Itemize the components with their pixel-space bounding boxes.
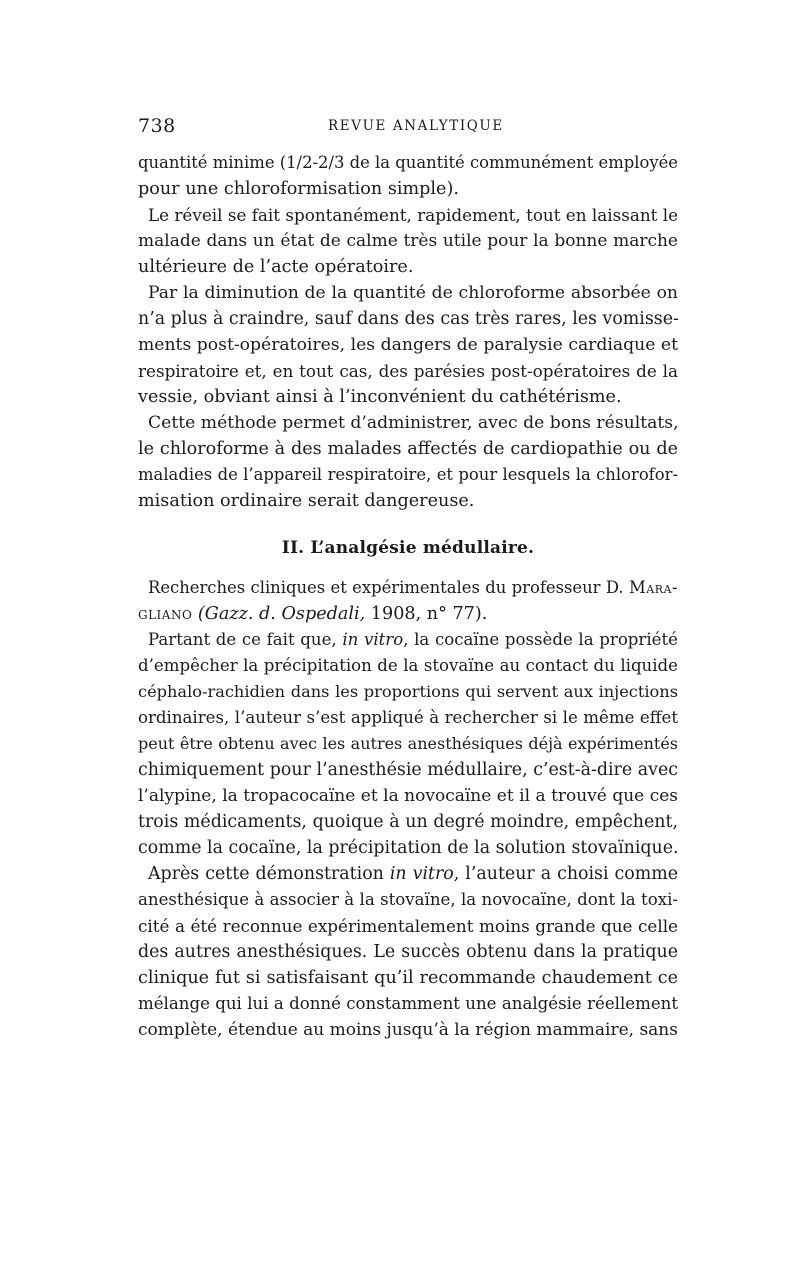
text-line: n’a plus à craindre, sauf dans des cas très rares, les vomisse-	[138, 309, 679, 329]
citation-line	[138, 601, 678, 627]
text-line	[148, 627, 678, 653]
text-line: le chloroforme à des malades affectés de cardiopathie ou de	[138, 439, 678, 459]
running-title: REVUE ANALYTIQUE	[328, 118, 504, 134]
text-line: peut être obtenu avec les autres anesthésiques déjà expérimentés	[138, 734, 678, 753]
text-line: misation ordinaire serait dangereuse.	[138, 491, 475, 511]
section-heading: II. L’analgésie médullaire.	[281, 538, 535, 558]
text-line: vessie, obviant ainsi à l’inconvénient du cathétérisme.	[138, 387, 622, 407]
text-run: Partant de ce fait que,	[148, 630, 343, 649]
text-line: comme la cocaïne, la précipitation de la solution stovaïnique.	[138, 838, 679, 858]
text-line: céphalo-rachidien dans les proportions qui servent aux injections	[138, 682, 678, 701]
page-header	[138, 115, 678, 137]
text-run: Après cette démonstration	[148, 864, 390, 884]
citation-author: Mara-	[629, 578, 678, 597]
text-line: mélange qui lui a donné constamment une analgésie réellement	[138, 994, 678, 1013]
text-line: quantité minime (1/2-2/3 de la quantité communément employée	[138, 153, 679, 172]
text-line: ments post-opératoires, les dangers de paralysie cardiaque et	[138, 335, 678, 355]
italic-run: in vitro	[342, 630, 404, 649]
citation-line	[148, 575, 678, 601]
text-line: chimiquement pour l’anesthésie médullaire, c’est-à-dire avec	[138, 760, 678, 780]
text-line: Par la diminution de la quantité de chloroforme absorbée on	[148, 283, 678, 303]
citation-text: Recherches cliniques et expérimentales du professeur D.	[148, 578, 629, 597]
text-line: maladies de l’appareil respiratoire, et pour lesquels la chlorofor-	[138, 465, 678, 484]
page-number: 738	[138, 115, 176, 137]
text-line: anesthésique à associer à la stovaïne, la novocaïne, dont la toxi-	[138, 890, 678, 909]
text-line: clinique fut si satisfaisant qu’il recommande chaudement ce	[138, 968, 678, 988]
text-line: des autres anesthésiques. Le succès obtenu dans la pratique	[138, 942, 678, 962]
text-line: cité a été reconnue expérimentalement moins grande que celle	[138, 916, 678, 936]
text-line: malade dans un état de calme très utile pour la bonne marche	[138, 231, 678, 251]
text-line: ordinaires, l’auteur s’est appliqué à rechercher si le même effet	[138, 708, 678, 727]
text-line: ultérieure de l’acte opératoire.	[138, 257, 414, 277]
text-line: Cette méthode permet d’administrer, avec de bons résultats,	[148, 413, 679, 433]
text-line: complète, étendue au moins jusqu’à la région mammaire, sans	[138, 1020, 678, 1040]
citation-text: 1908, n° 77).	[365, 604, 488, 624]
citation-author: gliano	[138, 604, 193, 624]
text-line: respiratoire et, en tout cas, des parésies post-opératoires de la	[138, 361, 678, 381]
italic-run: in vitro	[389, 864, 454, 884]
text-run: , la cocaïne possède la propriété	[403, 630, 678, 649]
text-line: d’empêcher la précipitation de la stovaïne au contact du liquide	[138, 656, 678, 675]
text-line: Le réveil se fait spontanément, rapidement, tout en laissant le	[148, 205, 679, 225]
text-line: trois médicaments, quoique à un degré moindre, empêchent,	[138, 812, 678, 832]
citation-source: (Gazz. d. Ospedali,	[197, 604, 366, 624]
text-line: pour une chloroformisation simple).	[138, 179, 459, 199]
text-run: , l’auteur a choisi comme	[453, 864, 678, 884]
text-line	[148, 861, 678, 887]
text-line: l’alypine, la tropacocaïne et la novocaïne et il a trouvé que ces	[138, 786, 678, 806]
